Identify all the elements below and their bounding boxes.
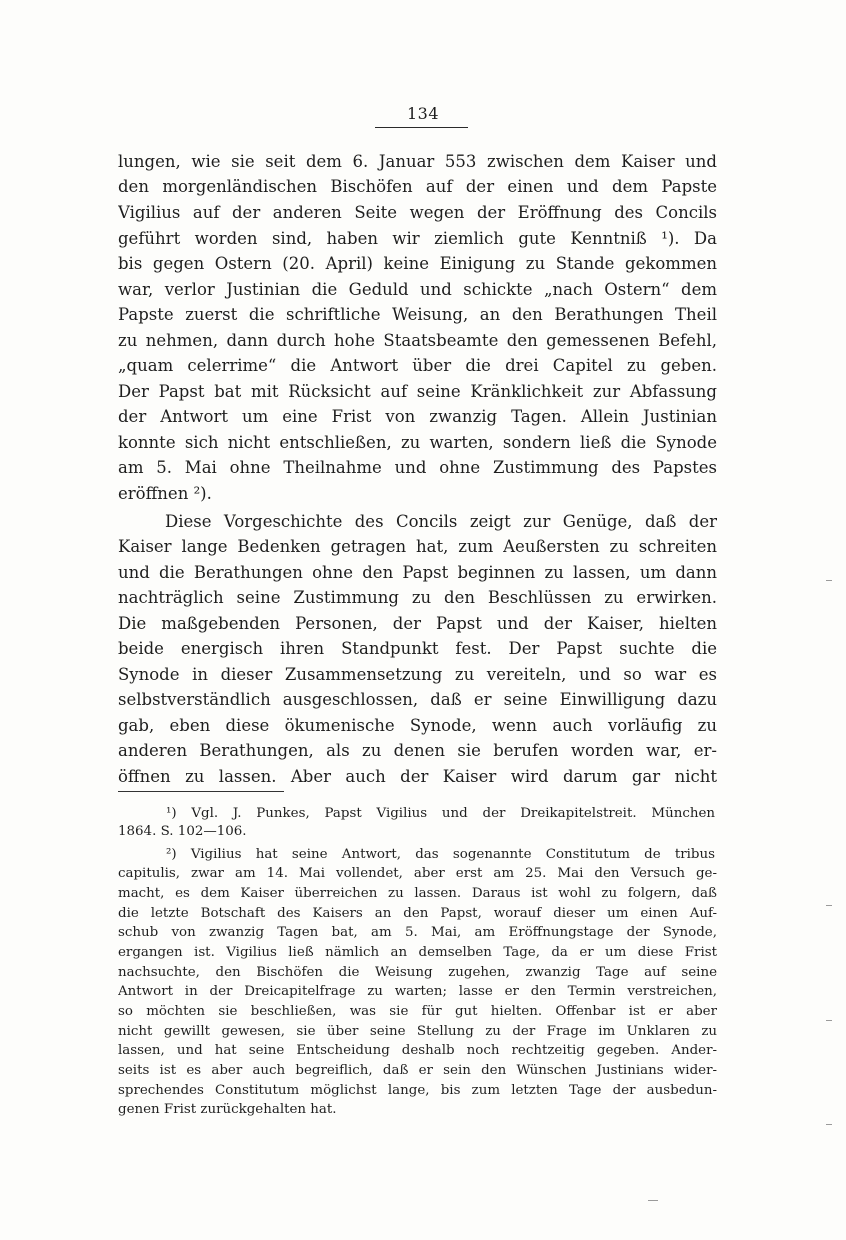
footnote-line: capitulis, zwar am 14. Mai vollendet, aber erst am 25. Mai den Versuch ge-	[118, 866, 717, 881]
body-line: beide energisch ihren Standpunkt fest. Der Papst suchte die	[118, 639, 717, 658]
footnote-line: macht, es dem Kaiser überreichen zu lassen. Daraus ist wohl zu folgern, daß	[118, 886, 717, 901]
body-line: eröffnen ²).	[118, 484, 212, 503]
body-line: „quam celerrime“ die Antwort über die drei Capitel zu geben.	[118, 356, 717, 375]
footnote-line: sprechendes Constitutum möglichst lange, bis zum letzten Tage der ausbedun-	[118, 1083, 717, 1098]
body-line: zu nehmen, dann durch hohe Staatsbeamte den gemessenen Befehl,	[118, 331, 717, 350]
body-line: konnte sich nicht entschließen, zu warten, sondern ließ die Synode	[118, 433, 717, 452]
footnote-line: schub von zwanzig Tagen bat, am 5. Mai, am Eröffnungstage der Synode,	[118, 925, 717, 940]
body-line: anderen Berathungen, als zu denen sie berufen worden war, er-	[118, 741, 717, 760]
scan-mark	[826, 1020, 832, 1021]
scan-mark	[826, 905, 832, 906]
footnote-line: lassen, und hat seine Entscheidung deshalb noch rechtzeitig gegeben. Ander-	[118, 1043, 717, 1058]
footnote-line: Antwort in der Dreicapitelfrage zu warten; lasse er den Termin verstreichen,	[118, 984, 717, 999]
body-line: Die maßgebenden Personen, der Papst und der Kaiser, hielten	[118, 614, 717, 633]
body-line: Der Papst bat mit Rücksicht auf seine Kränklichkeit zur Abfassung	[118, 382, 717, 401]
body-line: am 5. Mai ohne Theilnahme und ohne Zustimmung des Papstes	[118, 458, 717, 477]
footnote-line: ergangen ist. Vigilius ließ nämlich an demselben Tage, da er um diese Frist	[118, 945, 717, 960]
footnote-line: genen Frist zurückgehalten hat.	[118, 1102, 337, 1117]
body-line: den morgenländischen Bischöfen auf der einen und dem Papste	[118, 177, 717, 196]
footnote-line: die letzte Botschaft des Kaisers an den Papst, worauf dieser um einen Auf-	[118, 906, 717, 921]
body-line: bis gegen Ostern (20. April) keine Einigung zu Stande gekommen	[118, 254, 717, 273]
body-line: Kaiser lange Bedenken getragen hat, zum Aeußersten zu schreiten	[118, 537, 717, 556]
body-line: war, verlor Justinian die Geduld und schickte „nach Ostern“ dem	[118, 280, 717, 299]
page-number: 134	[406, 104, 440, 123]
body-line: und die Berathungen ohne den Papst beginnen zu lassen, um dann	[118, 563, 717, 582]
scan-mark	[826, 1124, 832, 1125]
body-line: gab, eben diese ökumenische Synode, wenn auch vorläufig zu	[118, 716, 717, 735]
footnote-line: nicht gewillt gewesen, sie über seine Stellung zu der Frage im Unklaren zu	[118, 1024, 717, 1039]
body-line: Papste zuerst die schriftliche Weisung, an den Berathungen Theil	[118, 305, 717, 324]
body-line: selbstverständlich ausgeschlossen, daß er seine Einwilligung dazu	[118, 690, 717, 709]
body-line: lungen, wie sie seit dem 6. Januar 553 zwischen dem Kaiser und	[118, 152, 717, 171]
footnote-line: so möchten sie beschließen, was sie für gut hielten. Offenbar ist er aber	[118, 1004, 717, 1019]
body-line: geführt worden sind, haben wir ziemlich gute Kenntniß ¹). Da	[118, 229, 717, 248]
page-number-rule	[375, 127, 468, 128]
body-line: Synode in dieser Zusammensetzung zu vereiteln, und so war es	[118, 665, 717, 684]
footnote-line: ¹) Vgl. J. Punkes, Papst Vigilius und der Dreikapitelstreit. München	[166, 806, 715, 821]
body-line: Diese Vorgeschichte des Concils zeigt zur Genüge, daß der	[165, 512, 717, 531]
footnote-line: nachsuchte, den Bischöfen die Weisung zugehen, zwanzig Tage auf seine	[118, 965, 717, 980]
body-line: nachträglich seine Zustimmung zu den Beschlüssen zu erwirken.	[118, 588, 717, 607]
scan-mark	[826, 580, 832, 581]
body-line: öffnen zu lassen. Aber auch der Kaiser wird darum gar nicht	[118, 767, 717, 786]
footnote-line: ²) Vigilius hat seine Antwort, das sogenannte Constitutum de tribus	[166, 847, 715, 862]
body-line: der Antwort um eine Frist von zwanzig Tagen. Allein Justinian	[118, 407, 717, 426]
scan-mark	[648, 1200, 658, 1201]
footnote-line: 1864. S. 102—106.	[118, 824, 247, 839]
body-line: Vigilius auf der anderen Seite wegen der Eröffnung des Concils	[118, 203, 717, 222]
footnote-line: seits ist es aber auch begreiflich, daß er sein den Wünschen Justinians wider-	[118, 1063, 717, 1078]
footnote-separator	[118, 791, 284, 792]
